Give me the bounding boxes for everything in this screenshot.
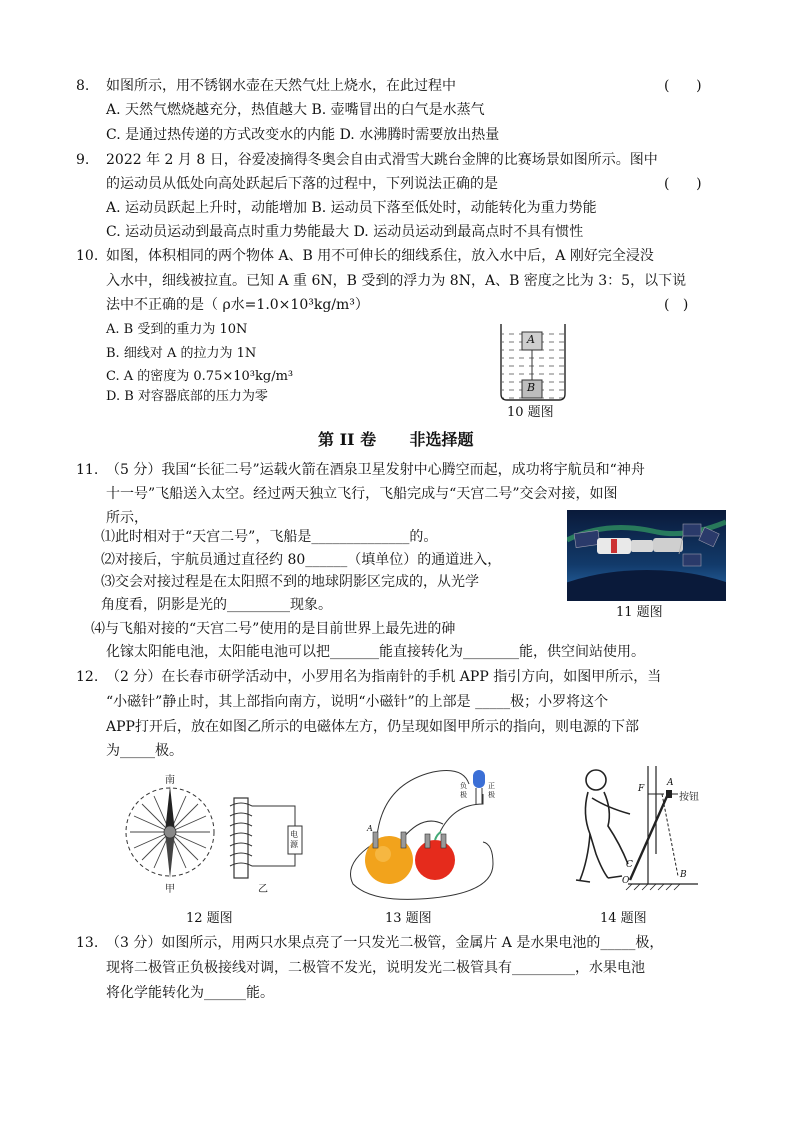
q9-option-ab: A. 运动员跃起上升时，动能增加 B. 运动员下落至低处时，动能转化为重力势能 bbox=[106, 200, 597, 216]
q12-stem-line1: （2 分）在长春市研学活动中，小罗用名为指南针的手机 APP 指引方向，如图甲所示，当 bbox=[106, 669, 662, 685]
q12-stem-line3: APP打开后，放在如图乙所示的电磁体左方，仍呈现如图甲所示的指向，则电源的下部 bbox=[106, 719, 639, 735]
q14-point-b-label: B bbox=[680, 870, 687, 880]
q10-figure-caption: 10 题图 bbox=[507, 405, 554, 420]
q14-point-a-label: A bbox=[667, 778, 674, 788]
q11-stem-line2: 十一号”飞船送入太空。经过两天独立飞行，飞船完成与“天宫二号”交会对接，如图 bbox=[106, 486, 618, 502]
q13-metal-plate-a-label: A bbox=[367, 824, 373, 833]
figure-jia-label: 甲 bbox=[165, 884, 175, 895]
q14-figure bbox=[568, 764, 708, 904]
q10-number: 10. bbox=[76, 248, 99, 264]
led-positive-label: 正极 bbox=[488, 782, 495, 799]
led-negative-label: 负极 bbox=[460, 782, 467, 799]
q12-stem-line2: “小磁针”静止时，其上部指向南方，说明“小磁针”的上部是 _____极；小罗将这个 bbox=[106, 694, 609, 710]
q11-subquestion-2: ⑵对接后，宇航员通过直径约 80______（填单位）的通道进入， bbox=[101, 552, 502, 568]
q13-stem-line2: 现将二极管正负极接线对调，二极管不发光，说明发光二极管具有_________，水果电池 bbox=[106, 960, 645, 976]
lever-bar bbox=[630, 794, 668, 880]
q14-figure-caption: 14 题图 bbox=[600, 911, 647, 926]
q12-number: 12. bbox=[76, 669, 99, 685]
q9-stem-line1: 2022 年 2 月 8 日，谷爱凌摘得冬奥会自由式滑雪大跳台金牌的比赛场景如图所示。图中 bbox=[106, 152, 658, 168]
q12-stem-line4: 为_____极。 bbox=[106, 743, 183, 759]
q14-button-label: 按钮 bbox=[679, 792, 699, 803]
power-source-label: 电源 bbox=[290, 830, 298, 849]
q11-stem-line3: 所示， bbox=[106, 510, 148, 526]
q10-stem-line1: 如图，体积相同的两个物体 A、B 用不可伸长的细线系住，放入水中后，A 刚好完全浸没 bbox=[106, 248, 654, 264]
q11-subquestion-4a: ⑷与飞船对接的“天宫二号”使用的是目前世界上最先进的砷 bbox=[91, 621, 456, 637]
q8-stem: 如图所示，用不锈钢水壶在天然气灶上烧水，在此过程中 bbox=[106, 78, 456, 94]
q13-figure-caption: 13 题图 bbox=[385, 911, 432, 926]
q11-number: 11. bbox=[76, 462, 99, 478]
q14-point-c-label: C bbox=[626, 860, 633, 870]
iron-core bbox=[234, 798, 248, 878]
q13-number: 13. bbox=[76, 935, 99, 951]
needle-south-half bbox=[165, 832, 175, 878]
q10-option-c: C. A 的密度为 0.75×10³kg/m³ bbox=[106, 369, 294, 384]
q9-answer-paren: ( ) bbox=[664, 176, 702, 192]
q11-stem-line1: （5 分）我国“长征二号”运载火箭在酒泉卫星发射中心腾空而起，成功将宇航员和“神舟 bbox=[106, 462, 645, 478]
q10-option-d: D. B 对容器底部的压力为零 bbox=[106, 389, 268, 404]
q14-point-o-label: O bbox=[622, 876, 630, 886]
q11-subquestion-4b: 化镓太阳能电池，太阳能电池可以把_______能直接转化为________能，供空间站使用。 bbox=[106, 644, 645, 660]
needle-north-half bbox=[165, 786, 175, 832]
q11-subquestion-3b: 角度看，阴影是光的_________现象。 bbox=[101, 597, 332, 613]
q11-space-station-image bbox=[567, 510, 726, 601]
q11-figure-caption: 11 题图 bbox=[616, 605, 663, 620]
q10-option-b: B. 细线对 A 的拉力为 1N bbox=[106, 346, 257, 361]
q13-stem-line3: 将化学能转化为______能。 bbox=[106, 985, 274, 1001]
q9-number: 9. bbox=[76, 152, 90, 168]
figure-yi-label: 乙 bbox=[258, 884, 268, 895]
q10-stem-line2: 入水中，细线被拉直。已知 A 重 6N，B 受到的浮力为 8N，A、B 密度之比为 3：5，以下说 bbox=[106, 273, 687, 289]
q14-force-f-label: F bbox=[638, 784, 645, 794]
q10-figure-label-a: A bbox=[527, 333, 535, 346]
section-title: 第 II 卷 非选择题 bbox=[318, 430, 474, 449]
q8-option-ab: A. 天然气燃烧越充分，热值越大 B. 壶嘴冒出的白气是水蒸气 bbox=[106, 102, 485, 118]
q13-stem-line1: （3 分）如图所示，用两只水果点亮了一只发光二极管，金属片 A 是水果电池的_____极， bbox=[106, 935, 664, 951]
q12-figure-caption: 12 题图 bbox=[186, 911, 233, 926]
compass-south-label: 南 bbox=[165, 775, 175, 786]
q10-option-a: A. B 受到的重力为 10N bbox=[106, 322, 248, 337]
q12-figure bbox=[120, 770, 310, 898]
led-bulb bbox=[473, 770, 485, 788]
q9-option-cd: C. 运动员运动到最高点时重力势能最大 D. 运动员运动到最高点时不具有惯性 bbox=[106, 224, 584, 240]
apple-fruit bbox=[415, 840, 455, 880]
q10-figure-label-b: B bbox=[527, 381, 536, 394]
q8-answer-paren: ( ) bbox=[664, 78, 702, 94]
q11-subquestion-1: ⑴此时相对于“天宫二号”，飞船是______________的。 bbox=[101, 529, 438, 545]
q10-answer-paren: ( ) bbox=[664, 297, 689, 313]
q11-subquestion-3a: ⑶交会对接过程是在太阳照不到的地球阴影区完成的，从光学 bbox=[101, 574, 479, 590]
button-shape bbox=[666, 790, 672, 798]
q13-figure bbox=[343, 764, 503, 904]
q10-stem-line3: 法中不正确的是（ ρ水=1.0×10³kg/m³） bbox=[106, 297, 369, 313]
q8-option-cd: C. 是通过热传递的方式改变水的内能 D. 水沸腾时需要放出热量 bbox=[106, 127, 500, 143]
q9-stem-line2: 的运动员从低处向高处跃起后下落的过程中，下列说法正确的是 bbox=[106, 176, 498, 192]
q10-figure bbox=[498, 322, 568, 402]
q8-number: 8. bbox=[76, 78, 90, 94]
